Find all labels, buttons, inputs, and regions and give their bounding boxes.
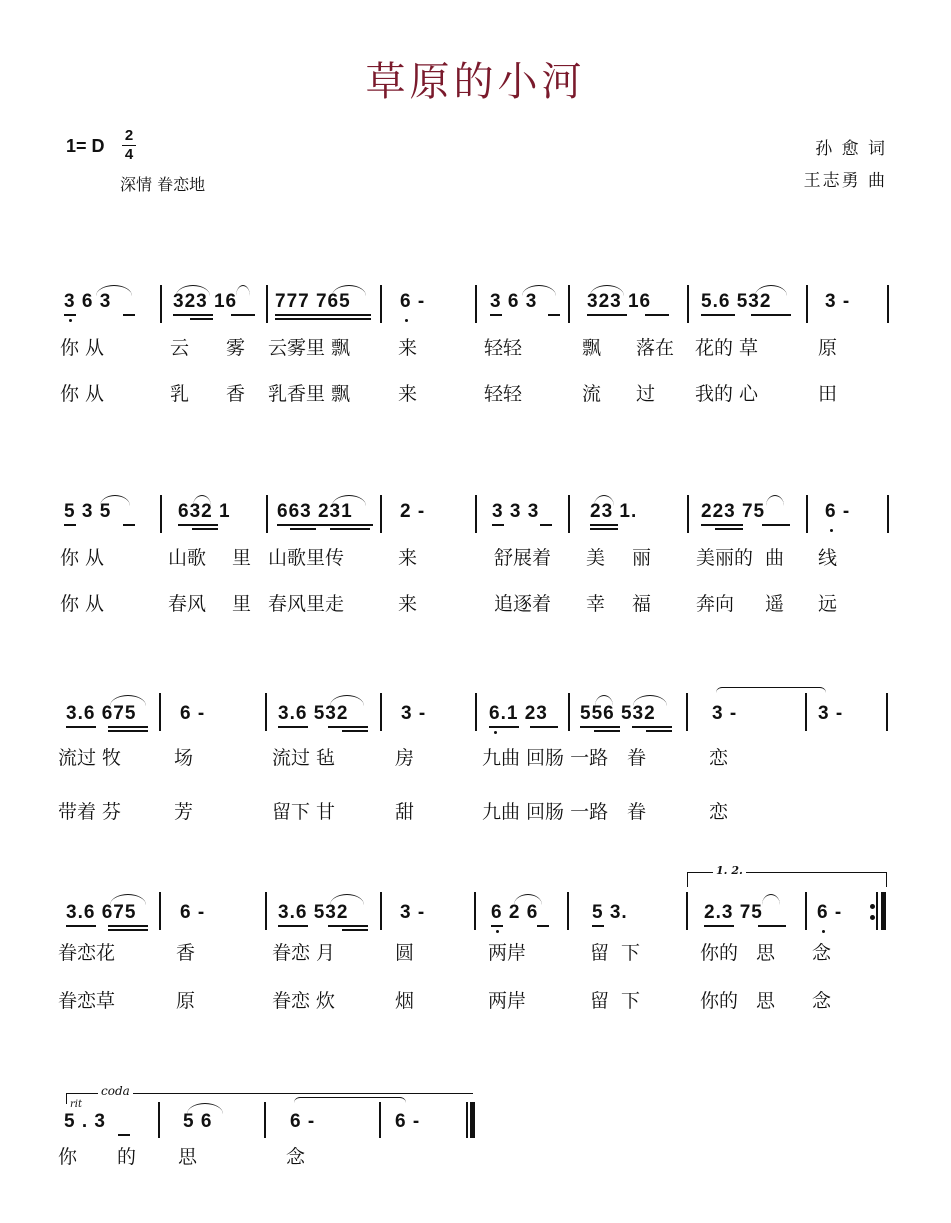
slur [332, 285, 366, 296]
repeat-barline-thick [881, 892, 886, 930]
lyric-v1: 云 [170, 337, 190, 359]
rit-label: rit [70, 1099, 82, 1110]
underline [762, 524, 790, 526]
lyric-v1: 你的 [700, 942, 739, 964]
lyric-v2: 我的 心 [695, 383, 759, 405]
underline [342, 929, 368, 931]
underline [632, 726, 672, 728]
lyric-v1: 来 [398, 337, 418, 359]
lyric-v2: 里 [232, 593, 252, 615]
slur [595, 695, 613, 706]
measure-25: 3.6 675 [66, 902, 137, 923]
measure-7: 5.6 532 [701, 291, 772, 312]
barline [686, 693, 688, 731]
underline [594, 730, 620, 732]
measure-18: 6 - [180, 703, 206, 724]
measure-28: 3 - [400, 902, 426, 923]
lyric-v1: 花的 草 [695, 337, 759, 359]
lyric-v1: 的 [117, 1146, 137, 1168]
lyric-v2: 眷 [627, 801, 647, 823]
lyric-v1: 原 [818, 337, 838, 359]
barline [265, 693, 267, 731]
lyric-v2: 田 [818, 383, 838, 405]
lyric-v2: 念 [812, 990, 832, 1012]
lyric-v1: 圆 [395, 942, 415, 964]
lyric-v2: 追逐着 [494, 593, 552, 615]
lyric-v1: 恋 [709, 747, 729, 769]
low-octave-dot [822, 930, 825, 933]
measure-8: 3 - [825, 291, 851, 312]
barline [160, 495, 162, 533]
underline [701, 524, 743, 526]
lyric-v1: 山歌里传 [268, 547, 345, 569]
barline [687, 495, 689, 533]
barline [568, 495, 570, 533]
lyric-v2: 下 [621, 990, 641, 1012]
lyric-v1: 思 [756, 942, 776, 964]
underline [275, 318, 371, 320]
underline [328, 925, 368, 927]
measure-31: 2.3 75 [704, 902, 763, 923]
tie [294, 1097, 406, 1104]
lyric-v1: 山歌 [168, 547, 207, 569]
repeat-dot [870, 904, 875, 909]
underline [66, 925, 96, 927]
slur [193, 495, 211, 506]
measure-10: 632 1 [178, 501, 231, 522]
slur [762, 894, 780, 905]
underline [704, 925, 734, 927]
barline [887, 285, 889, 323]
lyric-v2: 过 [636, 383, 656, 405]
slur [176, 285, 210, 296]
barline [158, 1102, 160, 1138]
slur [96, 285, 132, 296]
barline [805, 693, 807, 731]
lyric-v1: 美丽的 [696, 547, 754, 569]
slur [514, 894, 542, 905]
lyric-v2: 甜 [395, 801, 415, 823]
measure-5: 3 6 3 [490, 291, 538, 312]
measure-22: 556 532 [580, 703, 656, 724]
underline [108, 925, 148, 927]
lyric-v1: 你 从 [60, 337, 105, 359]
slur [755, 285, 787, 296]
lyric-v1: 雾 [226, 337, 246, 359]
barline [266, 495, 268, 533]
underline [108, 726, 148, 728]
underline [489, 726, 519, 728]
measure-coda-1: 5 . 3 [64, 1111, 106, 1132]
time-signature-bottom: 4 [124, 146, 134, 163]
measure-16: 6 - [825, 501, 851, 522]
barline [159, 892, 161, 930]
barline [380, 285, 382, 323]
underline [190, 318, 213, 320]
lyric-v2: 乳 [170, 383, 190, 405]
measure-13: 3 3 3 [492, 501, 540, 522]
lyric-v1: 线 [818, 547, 838, 569]
lyric-v2: 两岸 [488, 990, 527, 1012]
underline [118, 1134, 130, 1136]
measure-19: 3.6 532 [278, 703, 349, 724]
lyric-v1: 轻轻 [484, 337, 523, 359]
lyric-v1: 念 [286, 1146, 306, 1168]
underline [530, 726, 558, 728]
lyric-v1: 你 从 [60, 547, 105, 569]
slur [100, 495, 130, 506]
barline [265, 892, 267, 930]
underline [580, 726, 620, 728]
barline [806, 495, 808, 533]
measure-26: 6 - [180, 902, 206, 923]
lyric-v2: 九曲 回肠 一路 [482, 801, 609, 823]
lyric-v2: 来 [398, 383, 418, 405]
lyric-v1: 云雾里 飘 [268, 337, 351, 359]
low-octave-dot [494, 731, 497, 734]
composer-credit: 王志勇 曲 [803, 171, 887, 191]
underline [231, 314, 255, 316]
lyricist-credit: 孙 愈 词 [815, 139, 887, 159]
measure-coda-3: 6 - [290, 1111, 316, 1132]
low-octave-dot [405, 319, 408, 322]
lyric-v1: 香 [176, 942, 196, 964]
barline [886, 693, 888, 731]
lyric-v2: 留下 甘 [272, 801, 336, 823]
lyric-v1: 来 [398, 547, 418, 569]
barline [379, 1102, 381, 1138]
lyric-v2: 眷恋草 [58, 990, 116, 1012]
lyric-v1: 下 [621, 942, 641, 964]
underline [758, 925, 786, 927]
lyric-v1: 流过 牧 [58, 747, 122, 769]
lyric-v2: 你的 [700, 990, 739, 1012]
repeat-barline-thin [876, 892, 878, 930]
final-barline-thin [466, 1102, 468, 1138]
underline [492, 524, 504, 526]
barline [686, 892, 688, 930]
lyric-v2: 烟 [395, 990, 415, 1012]
underline [278, 925, 308, 927]
low-octave-dot [830, 529, 833, 532]
barline [805, 892, 807, 930]
lyric-v2: 春风 [168, 593, 207, 615]
underline [330, 528, 370, 530]
barline [160, 285, 162, 323]
barline [568, 285, 570, 323]
measure-14: 23 1. [590, 501, 638, 522]
lyric-v1: 九曲 回肠 一路 [482, 747, 609, 769]
lyric-v1: 曲 [765, 547, 785, 569]
slur [590, 285, 624, 296]
lyric-v1: 眷恋花 [58, 942, 116, 964]
measure-24: 3 - [818, 703, 844, 724]
measure-30: 5 3. [592, 902, 628, 923]
underline [290, 528, 316, 530]
tempo-marking: 深情 眷恋地 [120, 175, 206, 194]
barline [266, 285, 268, 323]
lyric-v1: 舒展着 [494, 547, 552, 569]
barline [568, 693, 570, 731]
slur [522, 285, 556, 296]
barline [159, 693, 161, 731]
lyric-v1: 两岸 [488, 942, 527, 964]
lyric-v2: 你 从 [60, 383, 105, 405]
lyric-v1: 思 [178, 1146, 198, 1168]
low-octave-dot [496, 930, 499, 933]
barline [380, 892, 382, 930]
underline [491, 925, 503, 927]
measure-coda-4: 6 - [395, 1111, 421, 1132]
measure-32: 6 - [817, 902, 843, 923]
underline [548, 314, 560, 316]
lyric-v1: 美 [586, 547, 606, 569]
measure-3: 777 765 [275, 291, 351, 312]
lyric-v1: 场 [174, 747, 194, 769]
lyric-v1: 眷恋 月 [272, 942, 336, 964]
time-signature [122, 128, 136, 163]
underline [64, 524, 76, 526]
slur [766, 495, 784, 506]
lyric-v2: 来 [398, 593, 418, 615]
underline [173, 314, 213, 316]
lyric-v2: 远 [818, 593, 838, 615]
slur [594, 495, 614, 506]
measure-20: 3 - [401, 703, 427, 724]
lyric-v2: 恋 [709, 801, 729, 823]
underline [278, 726, 308, 728]
underline [490, 314, 502, 316]
underline [178, 524, 218, 526]
underline [123, 524, 135, 526]
underline [751, 314, 791, 316]
barline [887, 495, 889, 533]
lyric-v2: 遥 [765, 593, 785, 615]
underline [646, 730, 672, 732]
slur [633, 695, 667, 706]
song-title: 草原的小河 [365, 59, 586, 105]
underline [537, 925, 549, 927]
lyric-v1: 房 [395, 747, 415, 769]
measure-27: 3.6 532 [278, 902, 349, 923]
slur [110, 695, 146, 706]
underline [645, 314, 669, 316]
measure-1: 3 6 3 [64, 291, 112, 312]
lyric-v2: 带着 芬 [58, 801, 122, 823]
barline [380, 495, 382, 533]
lyric-v2: 原 [176, 990, 196, 1012]
measure-12: 2 - [400, 501, 426, 522]
measure-4: 6 - [400, 291, 426, 312]
lyric-v2: 思 [756, 990, 776, 1012]
slur [332, 495, 366, 506]
lyric-v1: 留 [590, 942, 610, 964]
lyric-v1: 你 [58, 1146, 78, 1168]
repeat-dot [870, 915, 875, 920]
barline [475, 495, 477, 533]
slur [236, 285, 250, 296]
measure-9: 5 3 5 [64, 501, 112, 522]
time-signature-top: 2 [124, 127, 134, 144]
coda-label: coda [98, 1084, 133, 1098]
lyric-v2: 春风里走 [268, 593, 345, 615]
measure-2: 323 16 [173, 291, 238, 312]
barline [687, 285, 689, 323]
lyric-v2: 福 [632, 593, 652, 615]
lyric-v2: 流 [582, 383, 602, 405]
lyric-v1: 流过 毡 [272, 747, 336, 769]
barline [475, 693, 477, 731]
measure-11: 663 231 [277, 501, 353, 522]
measure-29: 6 2 6 [491, 902, 539, 923]
underline [192, 528, 218, 530]
underline [123, 314, 135, 316]
slur [330, 894, 364, 905]
barline [475, 285, 477, 323]
lyric-v1: 落在 [636, 337, 675, 359]
slur [330, 695, 364, 706]
barline [567, 892, 569, 930]
barline [474, 892, 476, 930]
underline [592, 925, 604, 927]
measure-15: 223 75 [701, 501, 766, 522]
measure-21: 6.1 23 [489, 703, 548, 724]
slur [187, 1103, 223, 1114]
underline [64, 314, 76, 316]
underline [108, 929, 148, 931]
lyric-v2: 留 [590, 990, 610, 1012]
measure-17: 3.6 675 [66, 703, 137, 724]
low-octave-dot [69, 319, 72, 322]
underline [342, 730, 368, 732]
slur [110, 894, 146, 905]
lyric-v2: 香 [226, 383, 246, 405]
lyric-v1: 里 [232, 547, 252, 569]
lyric-v2: 轻轻 [484, 383, 523, 405]
underline [328, 726, 368, 728]
measure-6: 323 16 [587, 291, 652, 312]
underline [590, 528, 618, 530]
barline [264, 1102, 266, 1138]
underline [277, 524, 373, 526]
measure-23: 3 - [712, 703, 738, 724]
lyric-v2: 眷恋 炊 [272, 990, 336, 1012]
key-signature: 1= D [66, 136, 105, 156]
lyric-v2: 乳香里 飘 [268, 383, 351, 405]
measure-coda-2: 5 6 [183, 1111, 213, 1132]
final-barline-thick [470, 1102, 475, 1138]
tie [716, 687, 826, 694]
lyric-v2: 幸 [586, 593, 606, 615]
underline [66, 726, 96, 728]
underline [715, 528, 743, 530]
lyric-v1: 飘 [582, 337, 602, 359]
barline [806, 285, 808, 323]
lyric-v2: 芳 [174, 801, 194, 823]
underline [587, 314, 627, 316]
lyric-v2: 奔向 [696, 593, 735, 615]
volta-label: 1. 2. [713, 864, 746, 877]
lyric-v1: 眷 [627, 747, 647, 769]
barline [380, 693, 382, 731]
lyric-v2: 你 从 [60, 593, 105, 615]
underline [590, 524, 618, 526]
lyric-v1: 丽 [632, 547, 652, 569]
underline [275, 314, 371, 316]
underline [540, 524, 552, 526]
underline [701, 314, 735, 316]
lyric-v1: 念 [812, 942, 832, 964]
underline [108, 730, 148, 732]
